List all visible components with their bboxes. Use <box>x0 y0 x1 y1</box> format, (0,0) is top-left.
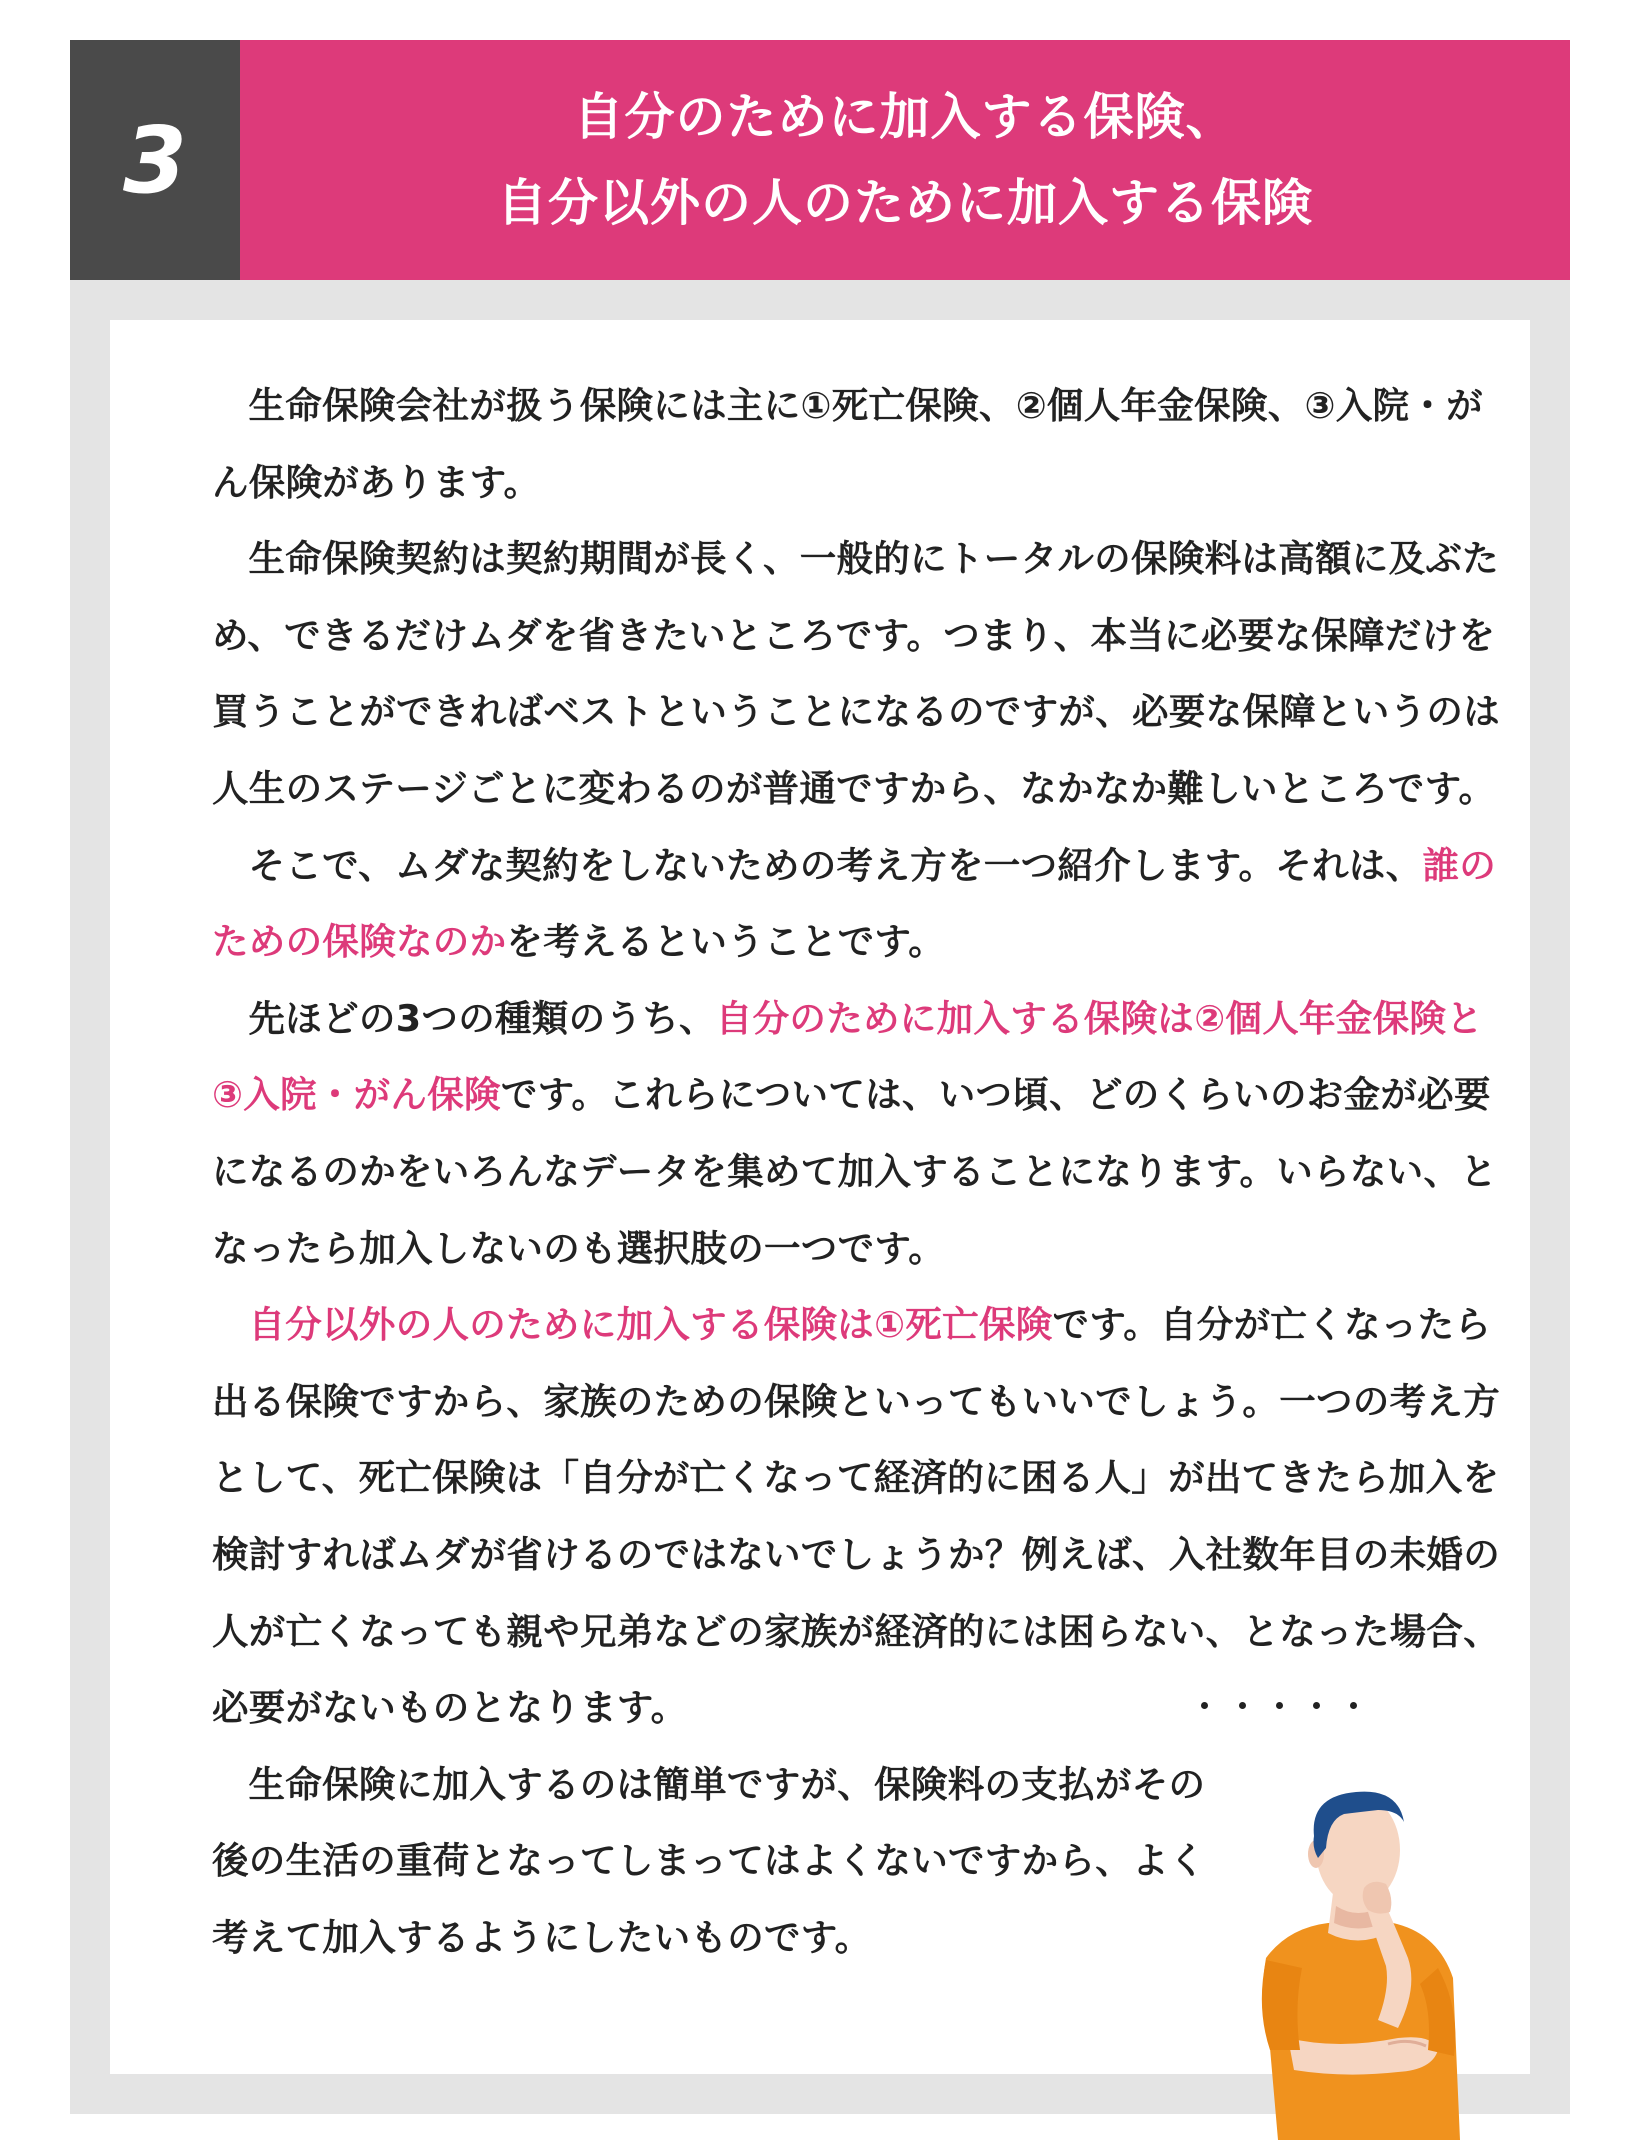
section-number-badge <box>70 40 240 280</box>
section-number: 3 <box>122 106 187 214</box>
emphasis-dot <box>1350 1702 1357 1709</box>
article-body <box>212 368 1514 1976</box>
emphasis-dot <box>1276 1702 1283 1709</box>
paragraph-5-highlight: 自分以外の人のために加入する保険は①死亡保険 <box>248 1303 1053 1347</box>
emphasis-dot <box>1239 1702 1246 1709</box>
paragraph-4-text-a: 先ほどの3つの種類のうち、 <box>248 996 716 1040</box>
thinking-man-icon <box>1248 1788 1468 2140</box>
section-title-line2: 自分以外の人のために加入する保険 <box>497 174 1313 232</box>
section-title-line1: 自分のために加入する保険、 <box>573 88 1237 146</box>
paragraph-5-text-b: です。自分が亡くなったら出る保険ですから、家族のための保険といってもいいでしょう。一つの考え方として、死亡保険は「自分が亡くなって経済的に困る人」が出てきたら加入を検討すればムダが省けるのではないでしょうか？例えば、入社数年目の未婚の人が亡くなっても親や兄弟などの家族が <box>212 1303 1500 1653</box>
emphasis-dot <box>1313 1702 1320 1709</box>
paragraph-4-text-b: です。これらについては、いつ頃、どのくらいのお金が必要になるのかをいろんなデータを集めて加入することになります。いらない、となったら加入しないのも選択肢の一つです。 <box>212 1073 1498 1270</box>
paragraph-5-text-c: 困らない、となった場合、必要がないものとなります。 <box>212 1609 1501 1730</box>
emphasis-dot <box>1201 1702 1208 1709</box>
paragraph-6: 生命保険に加入するのは簡単ですが、保険料の支払がその後の生活の重荷となってしまってはよくないですから、よく考えて加入するようにしたいものです。 <box>212 1762 1206 1959</box>
paragraph-3-text-a: そこで、ムダな契約をしないための考え方を一つ紹介します。それは、 <box>248 843 1423 887</box>
paragraph-5-emphasis: 経済的には <box>874 1609 1059 1653</box>
paragraph-1: 生命保険会社が扱う保険には主に①死亡保険、②個人年金保険、③入院・がん保険があります。 <box>212 384 1483 504</box>
paragraph-3-highlight: 誰のための保険なのか <box>212 843 1497 964</box>
section-header <box>70 40 1570 280</box>
content-frame <box>70 280 1570 2114</box>
paragraph-5 <box>212 1287 1514 1747</box>
paragraph-4-highlight: 自分のために加入する保険は②個人年金保険と③入院・がん保険 <box>212 996 1484 1117</box>
paragraph-3 <box>212 828 1514 981</box>
content-card <box>110 320 1530 2074</box>
paragraph-3-text-b: を考えるということです。 <box>506 920 946 964</box>
paragraph-4 <box>212 981 1514 1287</box>
section-title <box>240 40 1570 280</box>
paragraph-2: 生命保険契約は契約期間が長く、一般的にトータルの保険料は高額に及ぶため、できるだけムダを省きたいところです。つまり、本当に必要な保障だけを買うことができればベストということになるのですが、必要な保障というのは人生のステージごとに変わるのが普通ですから、なかなか難しいところです。 <box>212 537 1500 810</box>
